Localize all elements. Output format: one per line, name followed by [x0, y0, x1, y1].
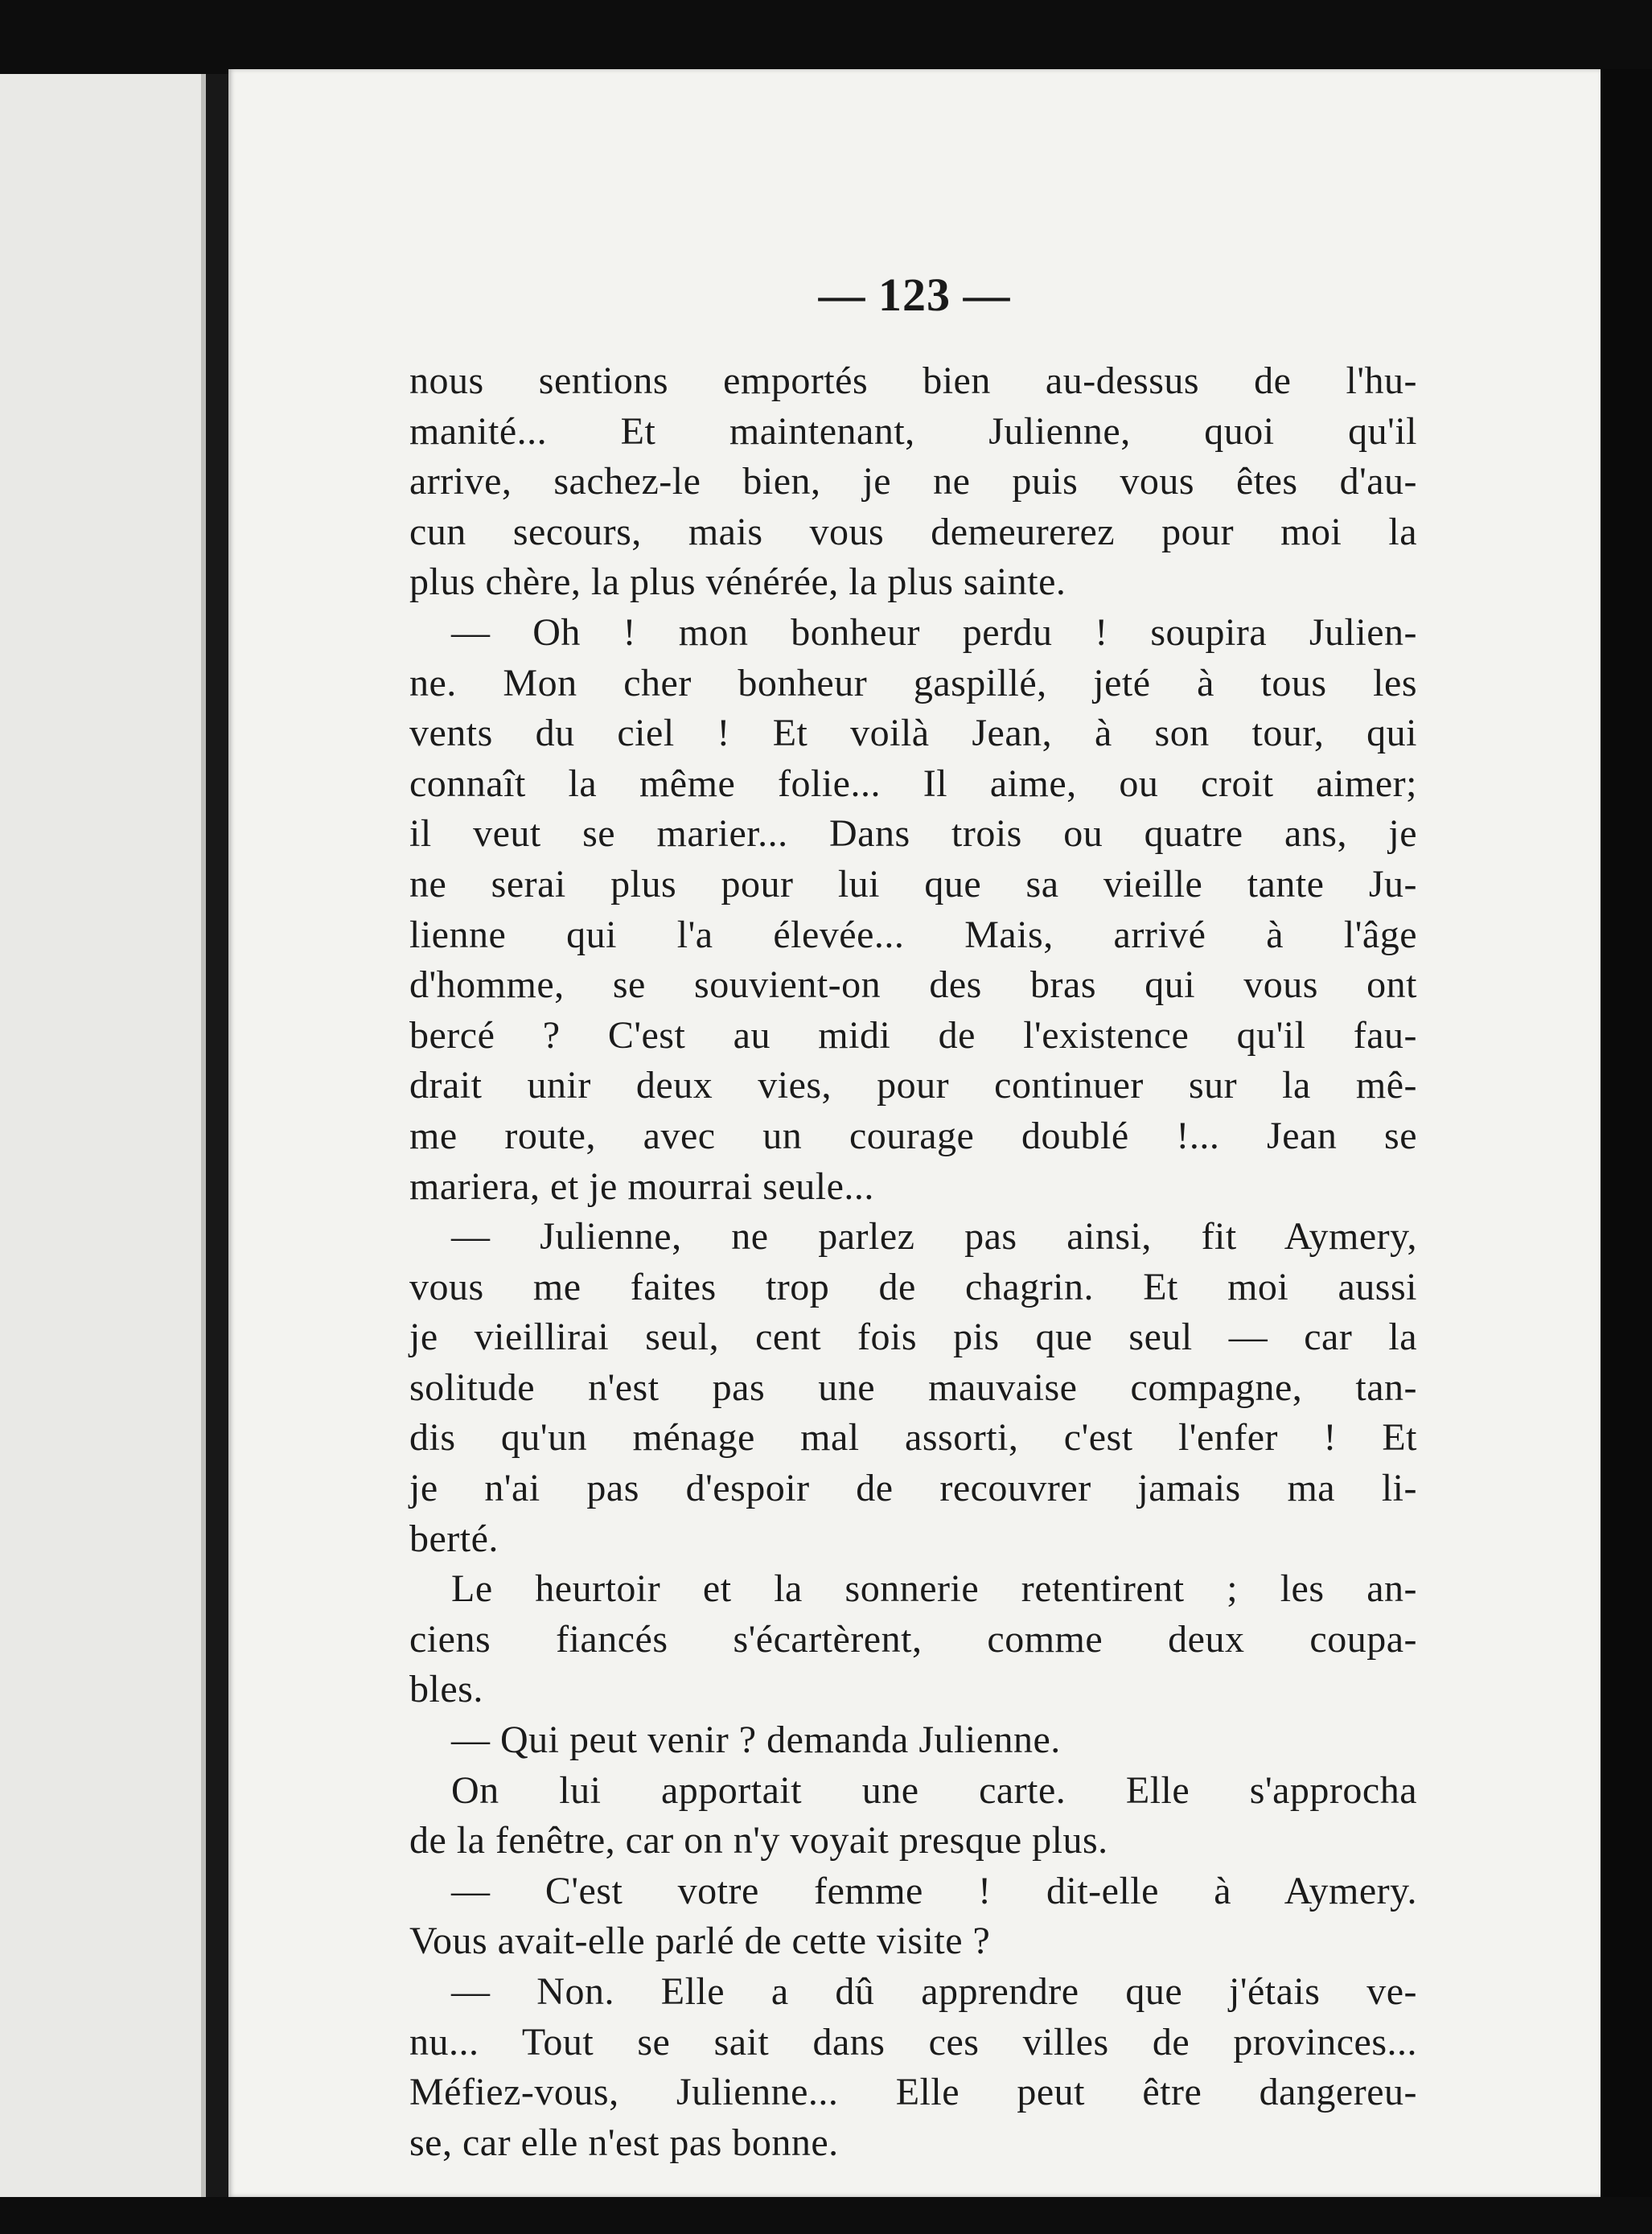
text-line: On lui apportait une carte. Elle s'approcha	[451, 1768, 1417, 1812]
text-line: drait unir deux vies, pour continuer sur la mê-	[409, 1064, 1417, 1107]
text-line: ne. Mon cher bonheur gaspillé, jeté à tous les	[409, 661, 1417, 704]
text-line: plus chère, la plus vénérée, la plus sainte.	[409, 561, 1066, 604]
text-line: — Oh ! mon bonheur perdu ! soupira Julien-	[451, 610, 1417, 654]
facing-page-edge	[0, 74, 206, 2197]
text-line: vents du ciel ! Et voilà Jean, à son tour, qui	[409, 712, 1417, 755]
text-line: bles.	[409, 1668, 483, 1711]
scan-border	[1601, 69, 1652, 2197]
text-line: je vieillirai seul, cent fois pis que seul — car la	[409, 1316, 1417, 1359]
text-line: nu... Tout se sait dans ces villes de provinces...	[409, 2020, 1417, 2064]
text-line: Le heurtoir et la sonnerie retentirent ; les an-	[451, 1567, 1417, 1611]
text-line: de la fenêtre, car on n'y voyait presque plus.	[409, 1819, 1108, 1862]
text-line: il veut se marier... Dans trois ou quatre ans, je	[409, 812, 1417, 856]
text-line: connaît la même folie... Il aime, ou croit aimer;	[409, 762, 1417, 805]
text-line: cun secours, mais vous demeurerez pour moi la	[409, 510, 1417, 553]
text-line: ne serai plus pour lui que sa vieille tante Ju-	[409, 862, 1417, 906]
text-line: vous me faites trop de chagrin. Et moi aussi	[409, 1265, 1417, 1308]
body-text	[409, 356, 1417, 2168]
book-page	[228, 69, 1601, 2197]
text-line: berté.	[409, 1517, 499, 1560]
text-line: Vous avait-elle parlé de cette visite ?	[409, 1920, 991, 1963]
text-line: dis qu'un ménage mal assorti, c'est l'enfer ! Et	[409, 1416, 1417, 1460]
text-line: — C'est votre femme ! dit-elle à Aymery.	[451, 1869, 1417, 1912]
text-line: lienne qui l'a élevée... Mais, arrivé à l'âge	[409, 913, 1417, 956]
text-line: arrive, sachez-le bien, je ne puis vous êtes d'au-	[409, 460, 1417, 503]
text-line: mariera, et je mourrai seule...	[409, 1164, 874, 1208]
page-number: — 123 —	[818, 269, 1011, 321]
text-line: me route, avec un courage doublé !... Jean se	[409, 1114, 1417, 1157]
text-line: nous sentions emportés bien au-dessus de l'hu-	[409, 359, 1417, 402]
text-line: manité... Et maintenant, Julienne, quoi qu'il	[409, 409, 1417, 453]
text-line: — Qui peut venir ? demanda Julienne.	[451, 1719, 1061, 1762]
text-line: Méfiez-vous, Julienne... Elle peut être dangereu-	[409, 2071, 1417, 2114]
text-line: solitude n'est pas une mauvaise compagne, tan-	[409, 1365, 1417, 1409]
text-line: je n'ai pas d'espoir de recouvrer jamais ma li-	[409, 1467, 1417, 1510]
text-line: bercé ? C'est au midi de l'existence qu'il fau-	[409, 1013, 1417, 1057]
text-line: se, car elle n'est pas bonne.	[409, 2121, 839, 2164]
page-gutter	[206, 74, 228, 2197]
text-line: — Non. Elle a dû apprendre que j'étais ve-	[451, 1970, 1417, 2013]
text-line: — Julienne, ne parlez pas ainsi, fit Aymery,	[451, 1215, 1417, 1259]
text-line: d'homme, se souvient-on des bras qui vous ont	[409, 963, 1417, 1007]
text-line: ciens fiancés s'écartèrent, comme deux coupa-	[409, 1617, 1417, 1661]
